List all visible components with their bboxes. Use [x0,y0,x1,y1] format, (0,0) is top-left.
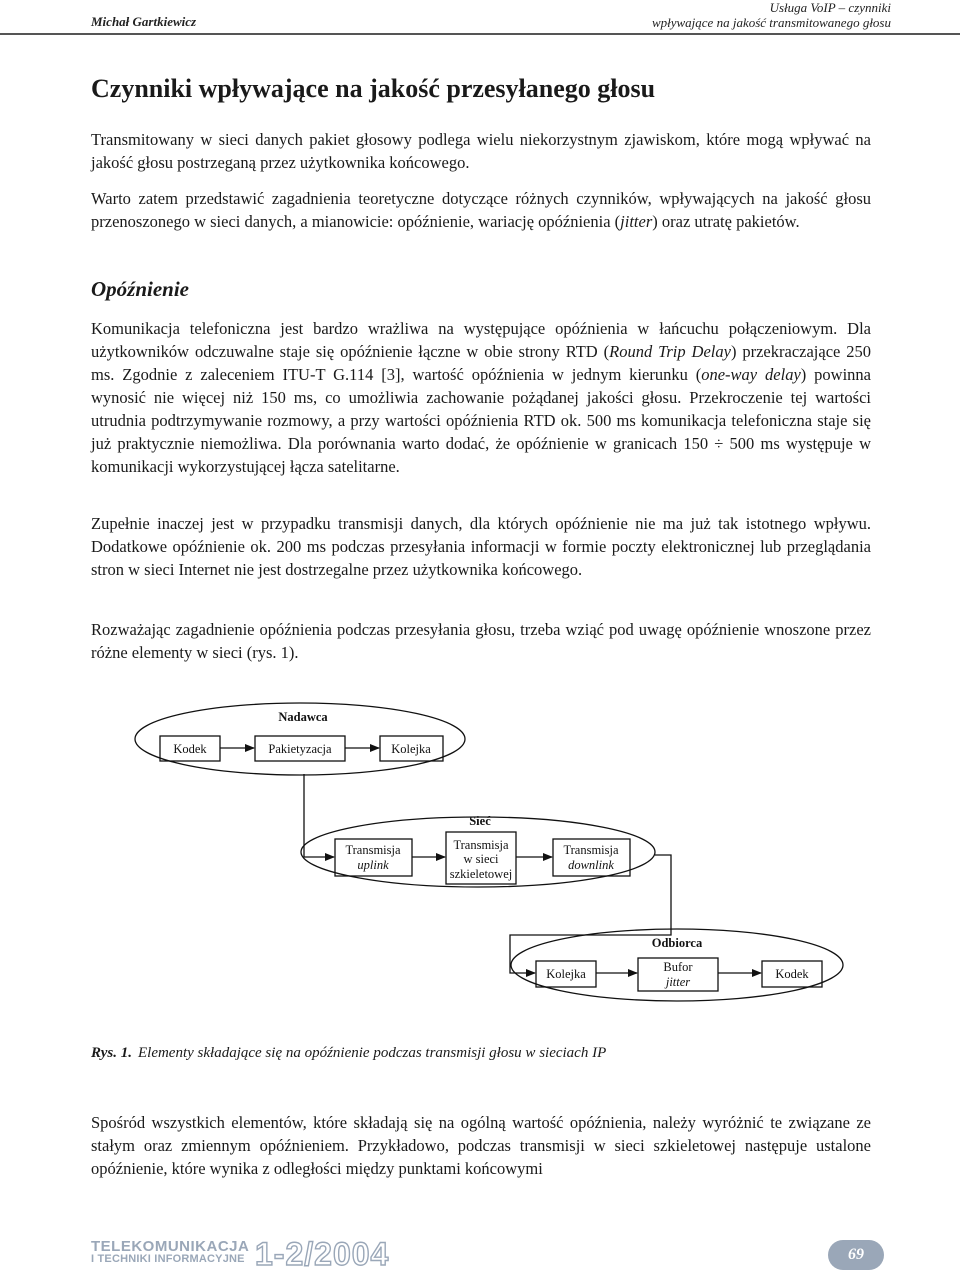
header-title-line2: wpływające na jakość transmitowanego głosu [651,15,891,30]
body-paragraph-2: Zupełnie inaczej jest w przypadku transmisji danych, dla których opóźnienie nie ma już tak istotnego wpływu. Dodatkowe opóźnienie ok. 200 ms podczas przesyłania informacji w formie poczty elektronicznej lub przeglądania stron w sieci Internet nie jest dostrzegalne przez użytkownika końcowego. [91,514,871,579]
uplink-label-2: uplink [357,858,389,872]
header-running-title [652,0,891,30]
jitter-buffer-label-1: Bufor [663,960,693,974]
downlink-label-2: downlink [568,858,614,872]
figure-caption-label: Rys. 1. [91,1045,132,1061]
journal-logo-line2: I TECHNIKI INFORMACYJNE [91,1253,245,1265]
backbone-label-1: Transmisja [453,838,509,852]
journal-logo [91,1240,249,1266]
header-rule [0,33,960,35]
connector-network-receiver [510,855,671,973]
sender-title: Nadawca [278,710,328,724]
one-way-term: one-way delay [701,365,801,384]
receiver-title: Odbiorca [651,936,703,950]
intro-paragraph-1: Transmitowany w sieci danych pakiet głosowy podlega wielu niekorzystnym zjawiskom, które mogą wpływać na jakość głosu postrzeganą przez użytkownika końcowego. [91,130,871,172]
delay-elements-diagram [0,690,960,1045]
receiver-codec-label: Kodek [775,967,809,981]
section-title: Czynniki wpływające na jakość przesyłanego głosu [91,74,656,103]
jitter-term: jitter [620,212,653,231]
sender-queue-label: Kolejka [391,742,431,756]
downlink-label-1: Transmisja [563,843,619,857]
backbone-label-2: w sieci [463,852,499,866]
intro-paragraph-2: Warto zatem przedstawić zagadnienia teoretyczne dotyczące różnych czynników, wpływających na jakość głosu przenoszonego w sieci danych, a mianowicie: opóźnienie, wariację opóźnienia (jitter) oraz utratę pakietów. [91,189,871,231]
uplink-label-1: Transmisja [345,843,401,857]
journal-issue: 1-2/2004 [255,1236,390,1272]
header-title-line1: Usługa VoIP – czynniki [769,0,891,15]
sender-codec-label: Kodek [173,742,207,756]
connector-sender-network [304,774,334,857]
rtd-term: Round Trip Delay [609,342,731,361]
receiver-queue-label: Kolejka [546,967,586,981]
header-author: Michał Gartkiewicz [91,14,197,29]
backbone-label-3: szkieletowej [449,867,513,881]
journal-logo-line1: TELEKOMUNIKACJA [91,1238,250,1255]
network-title: Sieć [469,814,491,828]
body-paragraph-4: Spośród wszystkich elementów, które składają się na ogólną wartość opóźnienia, należy wyróżnić te związane ze stałym oraz zmiennym opóźnieniem. Przykładowo, podczas transmisji w sieci szkieletowej następuje ustalone opóźnienie, które wynika z odległości między punktami końcowymi [91,1113,871,1178]
sender-packetization-label: Pakietyzacja [268,742,332,756]
figure-caption [91,1045,606,1062]
jitter-buffer-label-2: jitter [665,975,691,989]
body-paragraph-3: Rozważając zagadnienie opóźnienia podczas przesyłania głosu, trzeba wziąć pod uwagę opóźnienie wnoszone przez różne elementy w sieci (rys. 1). [91,620,871,662]
subsection-title: Opóźnienie [91,277,190,301]
body-paragraph-1: Komunikacja telefoniczna jest bardzo wrażliwa na występujące opóźnienia w łańcuchu połączeniowym. Dla użytkowników odczuwalne staje się opóźnienie łączne w obie strony RTD (Round Trip Delay) przekraczające 250 ms. Zgodnie z zaleceniem ITU-T G.114 [3], wartość opóźnienia w jednym kierunku (one-way delay) powinna wynosić nie więcej niż 150 ms, co umożliwia zachowanie pożądanej jakości głosu. Przekroczenie tej wartości utrudnia podtrzymywanie rozmowy, a przy wartości opóźnienia RTD ok. 500 ms komunikacja telefoniczna staje się już praktycznie niemożliwa. Dla porównania warto dodać, że opóźnienie w granicach 150 ÷ 500 ms występuje w komunikacji wykorzystującej łącza satelitarne. [91,319,872,476]
page-number: 69 [828,1240,884,1270]
figure-caption-text: Elementy składające się na opóźnienie podczas transmisji głosu w sieciach IP [137,1045,607,1061]
